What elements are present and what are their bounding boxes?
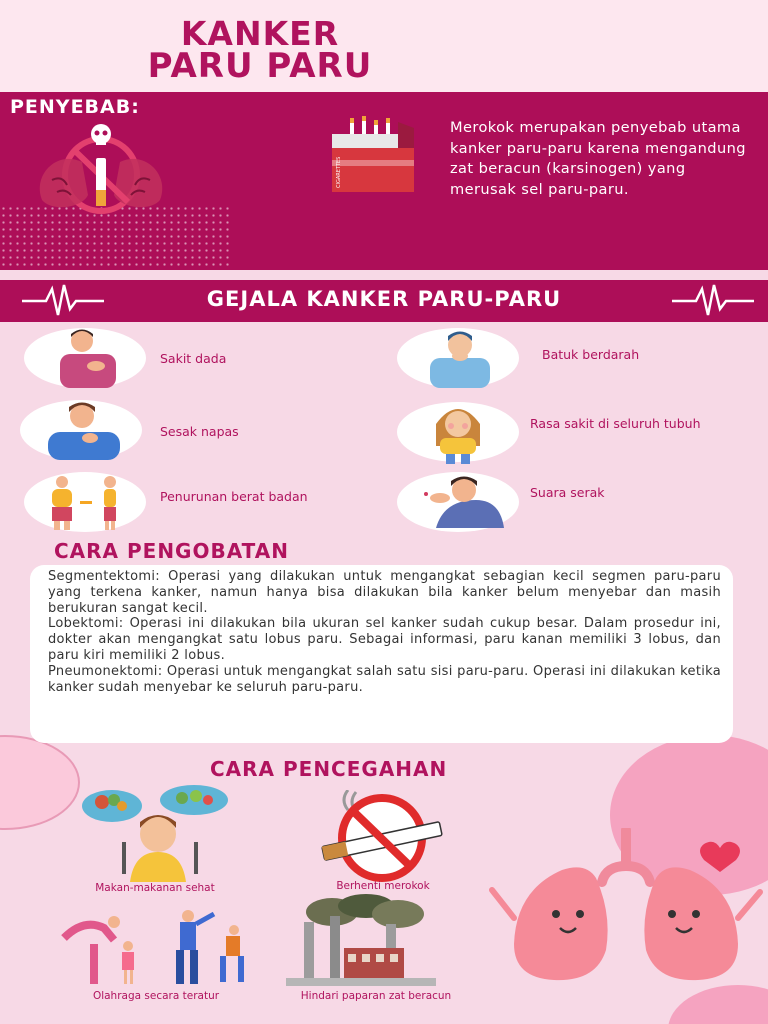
- decorative-blob: [668, 985, 768, 1024]
- sick-girl-icon: [420, 400, 496, 464]
- healthy-food-boy-icon: [78, 782, 238, 882]
- symptom-label: Penurunan berat badan: [160, 489, 308, 504]
- happy-lungs-mascot-icon: [484, 828, 768, 988]
- coughing-boy-icon: [420, 328, 500, 388]
- hoarse-voice-man-icon: [412, 472, 504, 528]
- cause-label: PENYEBAB:: [10, 96, 140, 118]
- treatment-title: CARA PENGOBATAN: [54, 539, 289, 563]
- weight-loss-icon: [44, 474, 128, 530]
- prevention-label: Makan-makanan sehat: [95, 882, 215, 894]
- cigarette-pack-icon: [328, 114, 418, 194]
- treatment-paragraph: Pneumonektomi: Operasi untuk mengangkat salah satu sisi paru-paru. Operasi ini dilakukan ketika kanker sudah menyebar ke seluruh paru-paru.: [48, 663, 721, 695]
- page-title-line1: KANKER: [180, 14, 340, 53]
- prevention-title: CARA PENCEGAHAN: [210, 757, 448, 781]
- chest-pain-person-icon: [48, 328, 128, 388]
- no-smoking-lungs-icon: [22, 120, 180, 215]
- svg-text:CIGARETTES: CIGARETTES: [336, 156, 342, 188]
- decorative-blob: [0, 735, 80, 830]
- treatment-paragraph: Segmentektomi: Operasi yang dilakukan untuk mengangkat sebagian kecil segmen paru-paru yang terkena kanker, namun hanya bisa dilakukan bila kanker belum menyebar dan masih berukuran sangat kecil.: [48, 569, 721, 616]
- no-smoking-icon: [300, 790, 466, 882]
- prevention-label: Olahraga secara teratur: [92, 990, 220, 1002]
- cause-text: Merokok merupakan penyebab utama kanker paru-paru karena mengandung zat beracun (karsinogen) yang merusak sel paru-paru.: [450, 119, 746, 198]
- page-title-line2: PARU PARU: [147, 46, 373, 86]
- symptom-label: Suara serak: [530, 485, 605, 500]
- prevention-label: Hindari paparan zat beracun: [300, 990, 452, 1002]
- symptom-label: Batuk berdarah: [542, 347, 640, 362]
- treatment-text: [48, 569, 721, 695]
- symptom-label: Rasa sakit di seluruh tubuh: [530, 416, 701, 431]
- exercise-people-icon: [56, 908, 256, 988]
- symptoms-title: GEJALA KANKER PARU-PARU: [206, 287, 562, 311]
- breathless-man-icon: [42, 398, 126, 460]
- prevention-label: Berhenti merokok: [336, 880, 430, 892]
- factory-pollution-icon: [286, 894, 436, 986]
- symptom-label: Sakit dada: [160, 351, 227, 366]
- treatment-paragraph: Lobektomi: Operasi ini dilakukan bila ukuran sel kanker sudah cukup besar. Dalam prosedur ini, dokter akan mengangkat satu lobus paru. Sebagai informasi, paru kanan memiliki 3 lobus, dan paru kiri memiliki 2 lobus.: [48, 616, 721, 663]
- symptom-label: Sesak napas: [160, 424, 239, 439]
